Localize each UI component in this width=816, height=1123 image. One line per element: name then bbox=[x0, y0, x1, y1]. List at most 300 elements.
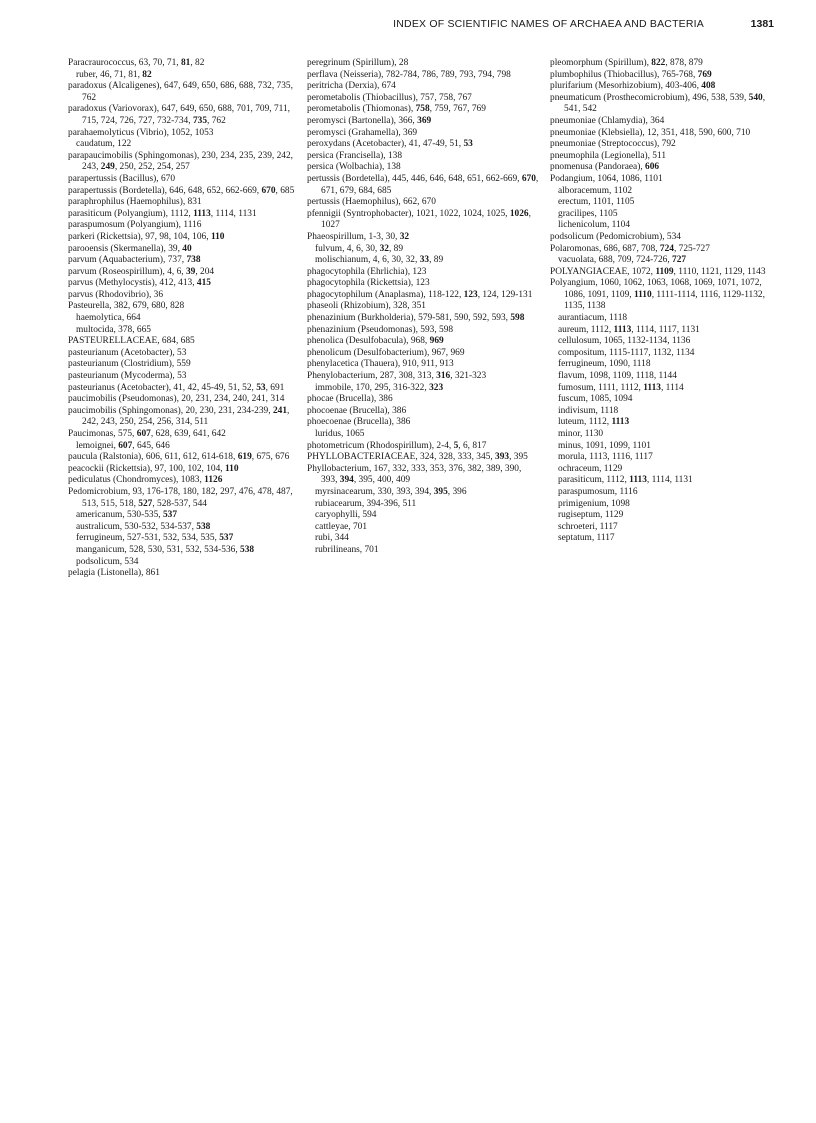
index-entry bbox=[550, 139, 782, 151]
entry-text: septatum, 1117 bbox=[558, 533, 615, 544]
entry-text: phenazinium (Pseudomonas), 593, 598 bbox=[307, 324, 454, 335]
entry-text: pasteurianum (Mycoderma), 53 bbox=[68, 371, 187, 382]
entry-text: erectum, 1101, 1105 bbox=[558, 197, 635, 208]
index-entry bbox=[68, 255, 300, 267]
entry-tail: , 878, 879 bbox=[665, 58, 703, 68]
entry-bold-page: 415 bbox=[196, 278, 211, 289]
entry-text: parasiticum (Polyangium), 1112, bbox=[68, 208, 194, 219]
entry-tail: , 1114, 1117, 1131 bbox=[631, 324, 700, 335]
entry-text: pleomorphum (Spirillum), bbox=[550, 58, 652, 68]
entry-bold-page: 395 bbox=[433, 486, 448, 497]
entry-text: peromysci (Bartonella), 366, bbox=[307, 115, 418, 126]
entry-bold-page: 82 bbox=[142, 69, 152, 80]
index-entry bbox=[68, 232, 300, 244]
entry-text: rugiseptum, 1129 bbox=[558, 510, 624, 521]
index-entry bbox=[68, 394, 300, 406]
entry-bold-page: 537 bbox=[162, 510, 178, 521]
entry-tail: , 1114, 1131 bbox=[210, 208, 257, 219]
entry-bold-page: 249 bbox=[100, 162, 115, 173]
index-subentry bbox=[550, 313, 782, 325]
entry-tail: , 628, 639, 641, 642 bbox=[150, 429, 226, 439]
entry-tail: , 82 bbox=[190, 58, 205, 68]
entry-bold-page: 607 bbox=[136, 429, 151, 439]
index-entry bbox=[68, 301, 300, 313]
entry-bold-page: 969 bbox=[429, 336, 444, 347]
entry-text: phagocytophilum (Anaplasma), 118-122, bbox=[307, 289, 464, 300]
entry-text: PHYLLOBACTERIACEAE, 324, 328, 333, 345, bbox=[307, 452, 496, 463]
index-entry bbox=[307, 93, 539, 105]
entry-bold-page: 81 bbox=[180, 58, 191, 68]
entry-tail: , 395, 400, 409 bbox=[353, 475, 411, 486]
entry-tail: , 725-727 bbox=[673, 243, 710, 254]
entry-tail: , 675, 676 bbox=[251, 452, 290, 463]
index-entry bbox=[307, 128, 539, 140]
entry-bold-page: 394 bbox=[339, 475, 354, 486]
index-entry bbox=[307, 267, 539, 279]
entry-text: Paracraurococcus, 63, 70, 71, bbox=[68, 58, 181, 68]
entry-text: lichenicolum, 1104 bbox=[558, 220, 631, 231]
entry-text: perometabolis (Thiomonas), bbox=[307, 104, 416, 115]
index-subentry bbox=[550, 429, 782, 441]
index-entry bbox=[68, 290, 300, 302]
entry-bold-page: 540 bbox=[748, 92, 763, 103]
index-subentry bbox=[307, 499, 539, 511]
entry-tail: , 321-323 bbox=[450, 371, 487, 382]
entry-bold-page: 40 bbox=[182, 243, 192, 254]
index-subentry bbox=[550, 383, 782, 395]
entry-bold-page: 110 bbox=[225, 463, 239, 474]
entry-text: haemolytica, 664 bbox=[76, 313, 141, 324]
index-entry bbox=[68, 487, 300, 510]
entry-text: schroeteri, 1117 bbox=[558, 521, 618, 532]
entry-bold-page: 619 bbox=[237, 452, 252, 463]
index-entry bbox=[307, 81, 539, 93]
entry-bold-page: 33 bbox=[419, 255, 430, 266]
entry-text: Polyangium, 1060, 1062, 1063, 1068, 1069, 1071, 1072, 1086, 1091, 1109, bbox=[550, 278, 762, 300]
entry-text: parvum (Aquabacterium), 737, bbox=[68, 255, 187, 266]
entry-tail: , 759, 767, 769 bbox=[429, 104, 486, 115]
index-subentry bbox=[550, 452, 782, 464]
entry-text: phocae (Brucella), 386 bbox=[307, 394, 393, 405]
index-subentry bbox=[307, 429, 539, 441]
entry-bold-page: 758 bbox=[415, 104, 430, 115]
index-entry bbox=[307, 174, 539, 197]
index-subentry bbox=[68, 139, 300, 151]
entry-bold-page: 369 bbox=[417, 115, 432, 126]
entry-bold-page: 670 bbox=[261, 185, 276, 196]
index-subentry bbox=[550, 441, 782, 453]
entry-text: alboracemum, 1102 bbox=[558, 185, 633, 196]
entry-text: pediculatus (Chondromyces), 1083, bbox=[68, 475, 205, 486]
entry-bold-page: 39 bbox=[185, 266, 196, 277]
index-subentry bbox=[307, 244, 539, 256]
entry-bold-page: 670 bbox=[521, 173, 536, 184]
entry-text: parahaemolyticus (Vibrio), 1052, 1053 bbox=[68, 127, 214, 138]
entry-text: phagocytophila (Rickettsia), 123 bbox=[307, 278, 430, 289]
entry-text: americanum, 530-535, bbox=[76, 510, 163, 521]
index-entry bbox=[550, 128, 782, 140]
entry-text: compositum, 1115-1117, 1132, 1134 bbox=[558, 347, 695, 358]
entry-tail: , 1114, 1131 bbox=[646, 475, 693, 486]
entry-text: indivisum, 1118 bbox=[558, 405, 619, 416]
entry-text: phenylacetica (Thauera), 910, 911, 913 bbox=[307, 359, 454, 370]
index-entry bbox=[307, 452, 539, 464]
entry-text: peromysci (Grahamella), 369 bbox=[307, 127, 418, 138]
entry-text: molischianum, 4, 6, 30, 32, bbox=[315, 255, 420, 266]
entry-text: rubi, 344 bbox=[315, 533, 349, 544]
index-entry bbox=[550, 162, 782, 174]
entry-text: morula, 1113, 1116, 1117 bbox=[558, 452, 653, 463]
entry-text: phenolicum (Desulfobacterium), 967, 969 bbox=[307, 347, 465, 358]
index-entry bbox=[307, 301, 539, 313]
index-column-3 bbox=[550, 58, 782, 545]
entry-text: rubiacearum, 394-396, 511 bbox=[315, 498, 417, 509]
entry-text: Podangium, 1064, 1086, 1101 bbox=[550, 173, 663, 184]
entry-tail: , 89 bbox=[388, 243, 404, 254]
entry-text: paucula (Ralstonia), 606, 611, 612, 614-618, bbox=[68, 452, 238, 463]
index-entry bbox=[68, 452, 300, 464]
entry-text: pneumoniae (Chlamydia), 364 bbox=[550, 115, 665, 126]
entry-text: lemoignei, bbox=[76, 440, 119, 451]
entry-text: phaseoli (Rhizobium), 328, 351 bbox=[307, 301, 426, 312]
entry-text: fuscum, 1085, 1094 bbox=[558, 394, 633, 405]
index-entry bbox=[68, 383, 300, 395]
index-column-1 bbox=[68, 58, 300, 580]
entry-text: gracilipes, 1105 bbox=[558, 208, 618, 219]
entry-text: immobile, 170, 295, 316-322, bbox=[315, 382, 430, 393]
entry-bold-page: 1113 bbox=[643, 382, 661, 393]
entry-bold-page: 1126 bbox=[204, 475, 223, 486]
index-subentry bbox=[68, 325, 300, 337]
entry-text: perflava (Neisseria), 782-784, 786, 789, 793, 794, 798 bbox=[307, 69, 511, 80]
entry-text: primigenium, 1098 bbox=[558, 498, 630, 509]
entry-text: persica (Wolbachia), 138 bbox=[307, 162, 401, 173]
entry-text: pertussis (Haemophilus), 662, 670 bbox=[307, 197, 436, 208]
index-entry bbox=[68, 267, 300, 279]
entry-bold-page: 1026 bbox=[509, 208, 529, 219]
entry-tail: , 645, 646 bbox=[132, 440, 170, 451]
entry-bold-page: 1113 bbox=[611, 417, 630, 428]
entry-text: pneumaticum (Prosthecomicrobium), 496, 538, 539, bbox=[550, 92, 749, 103]
entry-text: caudatum, 122 bbox=[76, 139, 132, 150]
index-subentry bbox=[68, 557, 300, 569]
entry-text: peritricha (Derxia), 674 bbox=[307, 81, 396, 92]
entry-text: photometricum (Rhodospirillum), 2-4, bbox=[307, 440, 454, 451]
entry-text: ochraceum, 1129 bbox=[558, 463, 623, 474]
index-subentry bbox=[550, 371, 782, 383]
entry-tail: , 1110, 1121, 1129, 1143 bbox=[673, 266, 766, 277]
entry-text: Pedomicrobium, 93, 176-178, 180, 182, 297, 476, 478, 487, 513, 515, 518, bbox=[68, 486, 293, 509]
entry-bold-page: 1113 bbox=[629, 475, 647, 486]
entry-tail: , 395 bbox=[509, 452, 528, 463]
entry-tail: , 242, 243, 250, 254, 256, 314, 511 bbox=[82, 405, 290, 428]
index-column-2 bbox=[307, 58, 539, 557]
index-entry bbox=[307, 290, 539, 302]
entry-bold-page: 316 bbox=[436, 371, 451, 382]
index-entry bbox=[68, 568, 300, 580]
entry-text: parkeri (Rickettsia), 97, 98, 104, 106, bbox=[68, 231, 211, 242]
index-entry bbox=[307, 359, 539, 371]
index-subentry bbox=[307, 383, 539, 395]
index-entry bbox=[68, 186, 300, 198]
index-entry bbox=[68, 278, 300, 290]
index-entry bbox=[550, 116, 782, 128]
entry-text: pertussis (Bordetella), 445, 446, 646, 648, 651, 662-669, bbox=[307, 173, 522, 184]
entry-text: pneumoniae (Klebsiella), 12, 351, 418, 590, 600, 710 bbox=[550, 127, 751, 138]
index-entry bbox=[68, 128, 300, 140]
index-entry bbox=[307, 313, 539, 325]
entry-bold-page: 598 bbox=[510, 313, 525, 324]
index-entry bbox=[307, 441, 539, 453]
index-subentry bbox=[550, 336, 782, 348]
index-entry bbox=[550, 81, 782, 93]
entry-bold-page: 538 bbox=[196, 521, 211, 532]
entry-text: pnomenusa (Pandoraea), bbox=[550, 162, 646, 173]
index-subentry bbox=[68, 522, 300, 534]
index-entry bbox=[307, 232, 539, 244]
entry-bold-page: 769 bbox=[697, 69, 712, 80]
index-entry bbox=[550, 267, 782, 279]
entry-text: luridus, 1065 bbox=[315, 429, 365, 439]
entry-text: paraspumosum, 1116 bbox=[558, 486, 638, 497]
entry-text: paucimobilis (Sphingomonas), 20, 230, 231, 234-239, bbox=[68, 405, 273, 416]
entry-text: paucimobilis (Pseudomonas), 20, 231, 234, 240, 241, 314 bbox=[68, 394, 285, 405]
entry-text: podsolicum, 534 bbox=[76, 556, 139, 567]
entry-text: persica (Francisella), 138 bbox=[307, 150, 403, 161]
entry-bold-page: 123 bbox=[463, 289, 478, 300]
index-entry bbox=[550, 174, 782, 186]
index-entry bbox=[68, 81, 300, 104]
entry-text: ruber, 46, 71, 81, bbox=[76, 69, 143, 80]
index-entry bbox=[307, 394, 539, 406]
entry-text: pasteurianum (Acetobacter), 53 bbox=[68, 347, 187, 358]
index-entry bbox=[307, 325, 539, 337]
entry-text: pneumophila (Legionella), 511 bbox=[550, 150, 667, 161]
index-entry bbox=[307, 278, 539, 290]
entry-bold-page: 738 bbox=[186, 255, 201, 266]
entry-text: vacuolata, 688, 709, 724-726, bbox=[558, 255, 673, 266]
index-subentry bbox=[550, 325, 782, 337]
index-entry bbox=[68, 151, 300, 174]
entry-text: perometabolis (Thiobacillus), 757, 758, 767 bbox=[307, 92, 472, 103]
entry-bold-page: 537 bbox=[219, 533, 234, 544]
entry-text: cellulosum, 1065, 1132-1134, 1136 bbox=[558, 336, 691, 347]
entry-bold-page: 822 bbox=[651, 58, 666, 68]
entry-text: minor, 1130 bbox=[558, 429, 604, 439]
index-subentry bbox=[550, 475, 782, 487]
entry-text: paradoxus (Variovorax), 647, 649, 650, 688, 701, 709, 711, 715, 724, 726, 727, 732-734, bbox=[68, 104, 291, 126]
index-entry bbox=[68, 58, 300, 70]
entry-text: plumbophilus (Thiobacillus), 765-768, bbox=[550, 69, 698, 80]
entry-tail: , 671, 679, 684, 685 bbox=[321, 173, 539, 196]
entry-tail: , 691 bbox=[265, 382, 285, 393]
entry-bold-page: 606 bbox=[645, 162, 660, 173]
index-entry bbox=[307, 162, 539, 174]
entry-text: phagocytophila (Ehrlichia), 123 bbox=[307, 266, 427, 277]
entry-text: pasteurianum (Clostridium), 559 bbox=[68, 359, 191, 370]
entry-text: paradoxus (Alcaligenes), 647, 649, 650, 686, 688, 732, 735, 762 bbox=[68, 81, 293, 103]
entry-text: PASTEURELLACEAE, 684, 685 bbox=[68, 336, 195, 347]
entry-tail: , 541, 542 bbox=[564, 92, 766, 115]
entry-text: peregrinum (Spirillum), 28 bbox=[307, 58, 409, 68]
index-subentry bbox=[307, 487, 539, 499]
index-entry bbox=[307, 417, 539, 429]
index-subentry bbox=[550, 186, 782, 198]
entry-text: Polaromonas, 686, 687, 708, bbox=[550, 243, 660, 254]
entry-bold-page: 32 bbox=[379, 243, 389, 254]
running-title: INDEX OF SCIENTIFIC NAMES OF ARCHAEA AND BACTERIA bbox=[393, 18, 704, 30]
index-entry bbox=[307, 464, 539, 487]
index-subentry bbox=[550, 510, 782, 522]
index-subentry bbox=[550, 487, 782, 499]
entry-text: Pasteurella, 382, 679, 680, 828 bbox=[68, 301, 185, 312]
entry-text: pfennigii (Syntrophobacter), 1021, 1022, 1024, 1025, bbox=[307, 208, 510, 219]
entry-bold-page: 724 bbox=[659, 243, 674, 254]
entry-text: phocoenae (Brucella), 386 bbox=[307, 405, 407, 416]
entry-text: phenolica (Desulfobacula), 968, bbox=[307, 336, 430, 347]
index-subentry bbox=[550, 417, 782, 429]
entry-bold-page: 53 bbox=[256, 382, 266, 393]
index-entry bbox=[307, 58, 539, 70]
entry-bold-page: 241 bbox=[272, 405, 287, 416]
entry-bold-page: 727 bbox=[672, 255, 687, 266]
index-entry bbox=[307, 336, 539, 348]
entry-text: plurifarium (Mesorhizobium), 403-406, bbox=[550, 81, 702, 92]
entry-text: fumosum, 1111, 1112, bbox=[558, 382, 644, 393]
index-entry bbox=[68, 406, 300, 429]
index-entry bbox=[68, 371, 300, 383]
index-subentry bbox=[550, 255, 782, 267]
page-header bbox=[68, 18, 774, 34]
index-subentry bbox=[550, 220, 782, 232]
entry-text: parapertussis (Bordetella), 646, 648, 652, 662-669, bbox=[68, 185, 262, 196]
index-entry bbox=[550, 151, 782, 163]
index-subentry bbox=[68, 545, 300, 557]
entry-bold-page: 735 bbox=[192, 115, 207, 126]
entry-text: Phaeospirillum, 1-3, 30, bbox=[307, 231, 400, 242]
entry-tail: , 762 bbox=[207, 115, 226, 126]
index-entry bbox=[68, 359, 300, 371]
index-subentry bbox=[550, 209, 782, 221]
entry-text: minus, 1091, 1099, 1101 bbox=[558, 440, 651, 451]
index-entry bbox=[550, 244, 782, 256]
entry-text: Phenylobacterium, 287, 308, 313, bbox=[307, 371, 437, 382]
entry-text: aureum, 1112, bbox=[558, 324, 614, 335]
entry-text: peacockii (Rickettsia), 97, 100, 102, 104, bbox=[68, 463, 225, 474]
entry-bold-page: 607 bbox=[118, 440, 133, 451]
index-entry bbox=[68, 336, 300, 348]
entry-text: pasteurianus (Acetobacter), 41, 42, 45-49, 51, 52, bbox=[68, 382, 257, 393]
entry-text: peroxydans (Acetobacter), 41, 47-49, 51, bbox=[307, 139, 464, 150]
entry-text: pneumoniae (Streptococcus), 792 bbox=[550, 139, 676, 150]
entry-text: flavum, 1098, 1109, 1118, 1144 bbox=[558, 371, 677, 382]
entry-text: paraphrophilus (Haemophilus), 831 bbox=[68, 197, 202, 208]
index-entry bbox=[68, 244, 300, 256]
entry-text: luteum, 1112, bbox=[558, 417, 612, 428]
entry-text: cattleyae, 701 bbox=[315, 521, 368, 532]
entry-text: parooensis (Skermanella), 39, bbox=[68, 243, 183, 254]
entry-text: paraspumosum (Polyangium), 1116 bbox=[68, 220, 202, 231]
index-entry bbox=[550, 232, 782, 244]
index-entry bbox=[307, 104, 539, 116]
entry-text: parapaucimobilis (Sphingomonas), 230, 234, 235, 239, 242, 243, bbox=[68, 150, 293, 173]
index-subentry bbox=[307, 522, 539, 534]
entry-text: ferrugineum, 527-531, 532, 534, 535, bbox=[76, 533, 220, 544]
entry-bold-page: 32 bbox=[399, 231, 410, 242]
entry-bold-page: 1113 bbox=[613, 324, 632, 335]
index-entry bbox=[550, 278, 782, 313]
index-entry bbox=[307, 348, 539, 360]
entry-text: parasiticum, 1112, bbox=[558, 475, 630, 486]
entry-text: ferrugineum, 1090, 1118 bbox=[558, 359, 651, 370]
entry-tail: , 528-537, 544 bbox=[152, 498, 207, 509]
index-subentry bbox=[68, 441, 300, 453]
index-entry bbox=[68, 197, 300, 209]
index-subentry bbox=[550, 533, 782, 545]
entry-tail: , 396 bbox=[447, 486, 467, 497]
index-entry bbox=[307, 151, 539, 163]
entry-bold-page: 5 bbox=[453, 440, 459, 451]
index-subentry bbox=[550, 348, 782, 360]
entry-text: parvus (Methylocystis), 412, 413, bbox=[68, 278, 197, 289]
entry-tail: , 89 bbox=[429, 255, 444, 266]
index-entry bbox=[550, 58, 782, 70]
page-number: 1381 bbox=[750, 18, 774, 30]
index-entry bbox=[68, 348, 300, 360]
index-subentry bbox=[550, 464, 782, 476]
entry-tail: , 124, 129-131 bbox=[477, 289, 533, 300]
entry-text: rubrilineans, 701 bbox=[315, 544, 379, 555]
entry-bold-page: 538 bbox=[240, 544, 255, 555]
index-subentry bbox=[550, 359, 782, 371]
index-entry bbox=[307, 371, 539, 383]
index-subentry bbox=[68, 510, 300, 522]
entry-tail: , 1111-1114, 1116, 1129-1132, 1135, 1138 bbox=[564, 289, 765, 312]
entry-text: myrsinacearum, 330, 393, 394, bbox=[315, 486, 434, 497]
entry-text: multocida, 378, 665 bbox=[76, 324, 151, 335]
index-subentry bbox=[307, 510, 539, 522]
entry-text: parapertussis (Bacillus), 670 bbox=[68, 173, 176, 184]
index-entry bbox=[307, 209, 539, 232]
entry-text: POLYANGIACEAE, 1072, bbox=[550, 266, 656, 277]
entry-text: aurantiacum, 1118 bbox=[558, 313, 628, 324]
index-entry bbox=[68, 429, 300, 441]
entry-text: manganicum, 528, 530, 531, 532, 534-536, bbox=[76, 544, 241, 555]
index-subentry bbox=[68, 70, 300, 82]
entry-bold-page: 1110 bbox=[633, 289, 652, 300]
entry-bold-page: 527 bbox=[138, 498, 153, 509]
entry-text: phenazinium (Burkholderia), 579-581, 590, 592, 593, bbox=[307, 313, 511, 324]
entry-text: australicum, 530-532, 534-537, bbox=[76, 521, 197, 532]
index-subentry bbox=[550, 394, 782, 406]
index-subentry bbox=[307, 255, 539, 267]
entry-text: caryophylli, 594 bbox=[315, 510, 377, 521]
entry-bold-page: 110 bbox=[210, 231, 225, 242]
entry-tail: , 6, 817 bbox=[458, 440, 487, 451]
index-subentry bbox=[68, 313, 300, 325]
index-entry bbox=[68, 104, 300, 127]
entry-text: pelagia (Listonella), 861 bbox=[68, 568, 160, 579]
entry-bold-page: 393 bbox=[495, 452, 510, 463]
entry-text: Phyllobacterium, 167, 332, 333, 353, 376, 382, 389, 390, 393, bbox=[307, 463, 522, 486]
index-subentry bbox=[307, 545, 539, 557]
entry-tail: , 1114 bbox=[660, 382, 684, 393]
entry-bold-page: 1109 bbox=[655, 266, 674, 277]
index-entry bbox=[550, 70, 782, 82]
entry-text: Paucimonas, 575, bbox=[68, 429, 137, 439]
index-subentry bbox=[550, 197, 782, 209]
index-entry bbox=[550, 93, 782, 116]
